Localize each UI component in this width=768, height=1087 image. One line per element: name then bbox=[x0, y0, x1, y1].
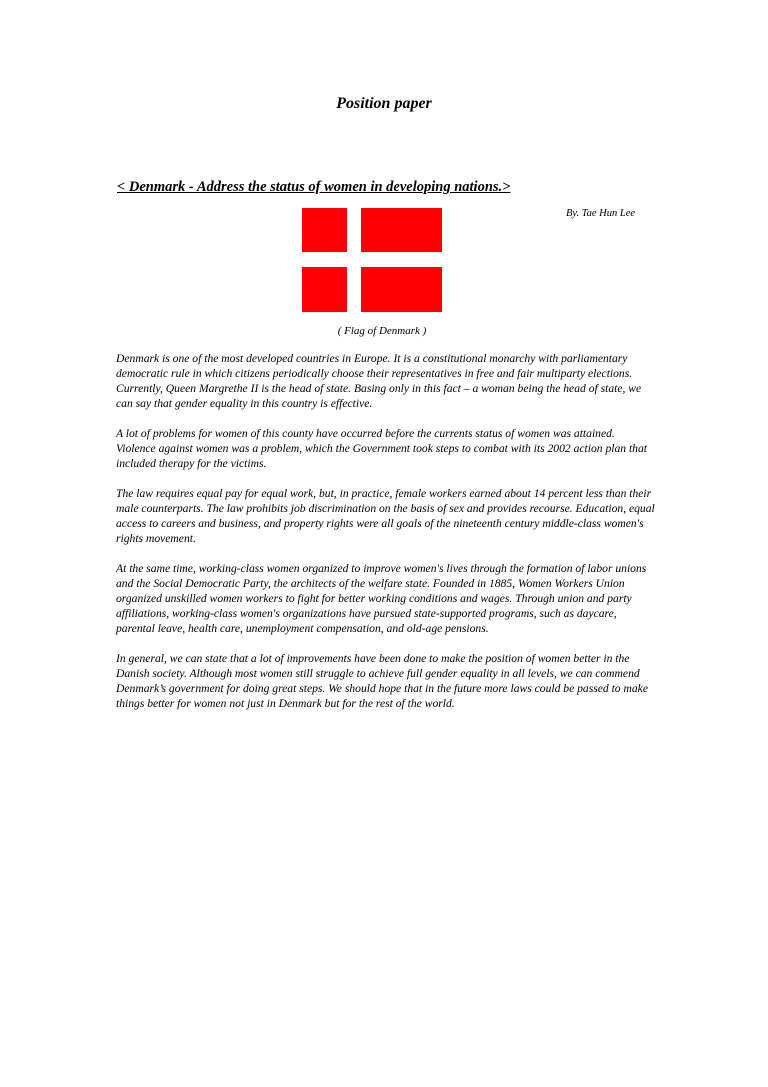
body-text bbox=[116, 351, 656, 726]
flag-caption: ( Flag of Denmark ) bbox=[337, 325, 427, 337]
paper-subtitle: < Denmark - Address the status of women in developing nations.> bbox=[117, 179, 511, 195]
flag-of-denmark-icon bbox=[302, 208, 442, 312]
paragraph: Denmark is one of the most developed countries in Europe. It is a constitutional monarchy with parliamentary democratic rule in which citizens periodically choose their representatives in free and fair multiparty elections. Currently, Queen Margrethe II is the head of state. Basing only in this fact – a woman being the head of state, we can say that gender equality in this country is effective. bbox=[116, 352, 642, 410]
paragraph: A lot of problems for women of this county have occurred before the currents status of women was attained. Violence against women was a problem, which the Government took steps to combat with its 2002 action plan that included therapy for the victims. bbox=[116, 427, 648, 470]
paragraph: At the same time, working-class women organized to improve women's lives through the formation of labor unions and the Social Democratic Party, the architects of the welfare state. Founded in 1885, Women Workers Union organized unskilled women workers to fight for better working conditions and wages. Through union and party affiliations, working-class women's organizations have pursued state-supported programs, such as daycare, parental leave, health care, unemployment compensation, and old-age pensions. bbox=[116, 562, 647, 635]
paragraph: In general, we can state that a lot of improvements have been done to make the position of women better in the Danish society. Although most women still struggle to achieve full gender equality in all levels, we can commend Denmark’s government for doing great steps. We should hope that in the future more laws could be passed to make things better for women not just in Denmark but for the rest of the world. bbox=[116, 652, 648, 710]
author-byline: By. Tae Hun Lee bbox=[566, 208, 636, 219]
flag-cross-horizontal bbox=[302, 252, 442, 267]
paragraph: The law requires equal pay for equal work, but, in practice, female workers earned about 14 percent less than their male counterparts. The law prohibits job discrimination on the basis of sex and provides recourse. Education, equal access to careers and business, and property rights were all goals of the nineteenth century middle-class women's rights movement. bbox=[116, 487, 655, 545]
page-title: Position paper bbox=[336, 95, 432, 112]
